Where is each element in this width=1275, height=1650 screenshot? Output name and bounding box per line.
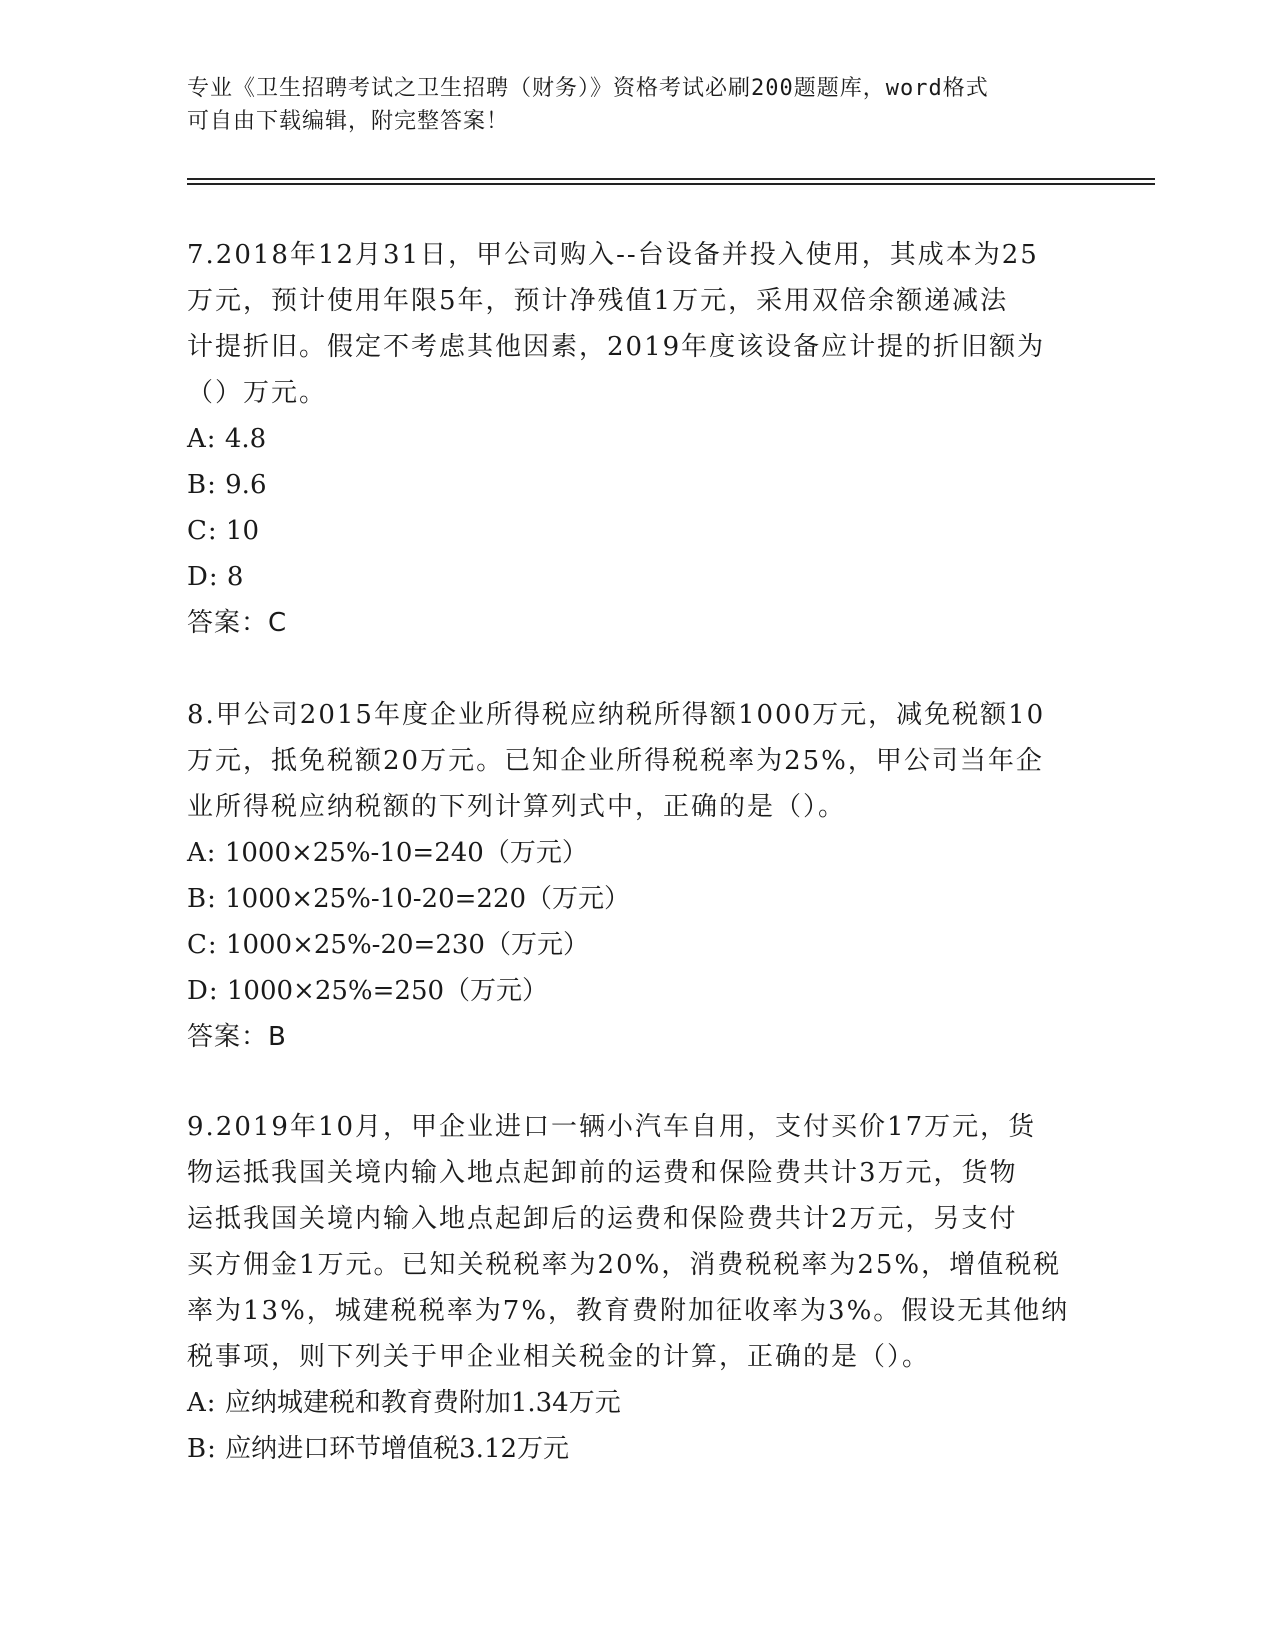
option-text: 1000×25%-10-20=220（万元） bbox=[225, 884, 631, 914]
option-b bbox=[187, 1426, 1087, 1472]
option-key: A: bbox=[187, 424, 217, 454]
option-text: 1000×25%-10=240（万元） bbox=[224, 838, 588, 868]
option-a bbox=[187, 416, 1087, 462]
question-text-line: 率为13%，城建税税率为7%，教育费附加征收率为3%。假设无其他纳 bbox=[187, 1296, 1070, 1326]
question-text-line: 万元，预计使用年限5年，预计净残值1万元，采用双倍余额递减法 bbox=[187, 286, 1009, 316]
option-text: 8 bbox=[226, 562, 244, 592]
option-key: A: bbox=[187, 1388, 217, 1418]
option-c bbox=[187, 922, 1087, 968]
option-text: 应纳城建税和教育费附加1.34万元 bbox=[224, 1388, 621, 1418]
option-b bbox=[187, 876, 1087, 922]
question-7 bbox=[187, 232, 1087, 646]
option-d bbox=[187, 968, 1087, 1014]
question-text-line: 万元，抵免税额20万元。已知企业所得税税率为25%，甲公司当年企 bbox=[187, 746, 1044, 776]
option-text: 1000×25%=250（万元） bbox=[226, 976, 549, 1006]
option-text: 4.8 bbox=[224, 424, 267, 454]
option-key: B: bbox=[187, 884, 217, 914]
question-text-line: 7.2018年12月31日，甲公司购入--台设备并投入使用，其成本为25 bbox=[187, 240, 1039, 270]
question-text-line: 计提折旧。假定不考虑其他因素，2019年度该设备应计提的折旧额为 bbox=[187, 332, 1046, 362]
document-header bbox=[187, 72, 1067, 138]
question-text-line: 买方佣金1万元。已知关税税率为20%，消费税税率为25%，增值税税 bbox=[187, 1250, 1062, 1280]
option-key: B: bbox=[187, 470, 217, 500]
option-b bbox=[187, 462, 1087, 508]
option-text: 1000×25%-20=230（万元） bbox=[225, 930, 589, 960]
option-text: 应纳进口环节增值税3.12万元 bbox=[225, 1434, 570, 1464]
question-text-line: 运抵我国关境内输入地点起卸后的运费和保险费共计2万元，另支付 bbox=[187, 1204, 1018, 1234]
question-9 bbox=[187, 1104, 1087, 1472]
question-text-line: 物运抵我国关境内输入地点起卸前的运费和保险费共计3万元，货物 bbox=[187, 1158, 1018, 1188]
question-8 bbox=[187, 692, 1087, 1060]
answer-label: 答案：C bbox=[187, 608, 288, 638]
option-key: B: bbox=[187, 1434, 217, 1464]
option-key: A: bbox=[187, 838, 217, 868]
option-d bbox=[187, 554, 1087, 600]
option-a bbox=[187, 1380, 1087, 1426]
option-text: 9.6 bbox=[225, 470, 267, 500]
option-a bbox=[187, 830, 1087, 876]
option-key: C: bbox=[187, 516, 218, 546]
question-text-line: 业所得税应纳税额的下列计算列式中，正确的是（）。 bbox=[187, 792, 847, 822]
question-text-line: 8.甲公司2015年度企业所得税应纳税所得额1000万元，减免税额10 bbox=[187, 700, 1046, 730]
option-key: C: bbox=[187, 930, 218, 960]
question-text-line: （）万元。 bbox=[187, 378, 328, 408]
header-divider-bottom bbox=[187, 183, 1155, 185]
header-line-2: 可自由下载编辑，附完整答案！ bbox=[187, 109, 510, 134]
header-divider-top bbox=[187, 178, 1155, 180]
question-text-line: 9.2019年10月，甲企业进口一辆小汽车自用，支付买价17万元，货 bbox=[187, 1112, 1037, 1142]
option-text: 10 bbox=[225, 516, 260, 546]
option-key: D: bbox=[187, 976, 219, 1006]
header-line-1: 专业《卫生招聘考试之卫生招聘（财务）》资格考试必刷200题题库，word格式 bbox=[187, 76, 989, 101]
option-c bbox=[187, 508, 1087, 554]
option-key: D: bbox=[187, 562, 219, 592]
question-text-line: 税事项，则下列关于甲企业相关税金的计算，正确的是（）。 bbox=[187, 1342, 931, 1372]
answer-label: 答案：B bbox=[187, 1022, 287, 1052]
